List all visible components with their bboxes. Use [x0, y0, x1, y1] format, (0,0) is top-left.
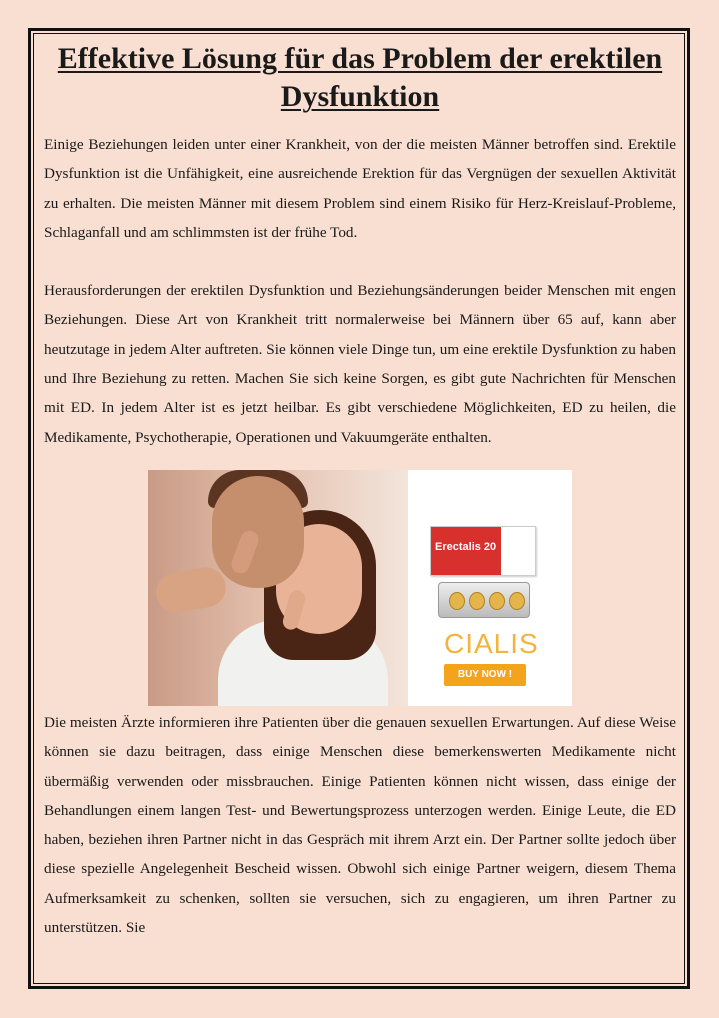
couple-photo: [148, 470, 408, 706]
pill-icon: [509, 592, 525, 610]
medicine-pack: [430, 526, 536, 576]
buy-now-button[interactable]: BUY NOW !: [444, 664, 526, 686]
pill-icon: [489, 592, 505, 610]
paragraph-1: Einige Beziehungen leiden unter einer Krankheit, von der die meisten Männer betroffen sind. Erektile Dysfunktion ist die Unfähigkeit, eine ausreichende Erektion für das Vergnügen der sexuellen Aktivität zu erhalten. Die meisten Männer mit diesem Problem sind einem Risiko für Herz-Kreislauf-Probleme, Schlaganfall und am schlimmsten ist der frühe Tod.: [44, 136, 676, 241]
man-face: [212, 476, 304, 588]
cialis-advertisement[interactable]: [148, 470, 572, 706]
document-content: [44, 40, 676, 942]
page-title: Effektive Lösung für das Problem der erektilen Dysfunktion: [57, 42, 663, 113]
pill-blister: [438, 582, 530, 618]
paragraph-2: Herausforderungen der erektilen Dysfunktion und Beziehungsänderungen beider Menschen mit engen Beziehungen. Diese Art von Krankheit tritt normalerweise bei Männern über 65 auf, kann aber heutzutage in jedem Alter auftreten. Sie können viele Dinge tun, um eine erektile Dysfunktion zu haben und Ihre Beziehung zu retten. Machen Sie sich keine Sorgen, es gibt gute Nachrichten für Menschen mit ED. In jedem Alter ist es jetzt heilbar. Es gibt verschiedene Möglichkeiten, ED zu heilen, die Medikamente, Psychotherapie, Operationen und Vakuumgeräte enthalten.: [44, 282, 676, 446]
ad-brand: CIALIS: [444, 627, 539, 659]
pill-icon: [469, 592, 485, 610]
pack-label: Erectalis 20: [435, 540, 497, 553]
arm-shape: [153, 564, 229, 616]
pill-icon: [449, 592, 465, 610]
paragraph-3: Die meisten Ärzte informieren ihre Patienten über die genauen sexuellen Erwartungen. Auf diese Weise können sie dazu beitragen, dass einige Menschen diese bemerkenswerten Medikamente nicht übermäßig verwenden oder missbrauchen. Einige Patienten können nicht wissen, dass einige der Behandlungen einem langen Test- und Bewertungsprozess unterzogen werden. Einige Leute, die ED haben, beziehen ihren Partner nicht in das Gespräch mit ihrem Arzt ein. Der Partner sollte jedoch über diese spezielle Angelegenheit Bescheid wissen. Obwohl sich einige Partner weigern, diesem Thema Aufmerksamkeit zu schenken, sollten sie versuchen, sich zu engagieren, um ihren Partner zu unterstützen. Sie: [44, 713, 676, 937]
